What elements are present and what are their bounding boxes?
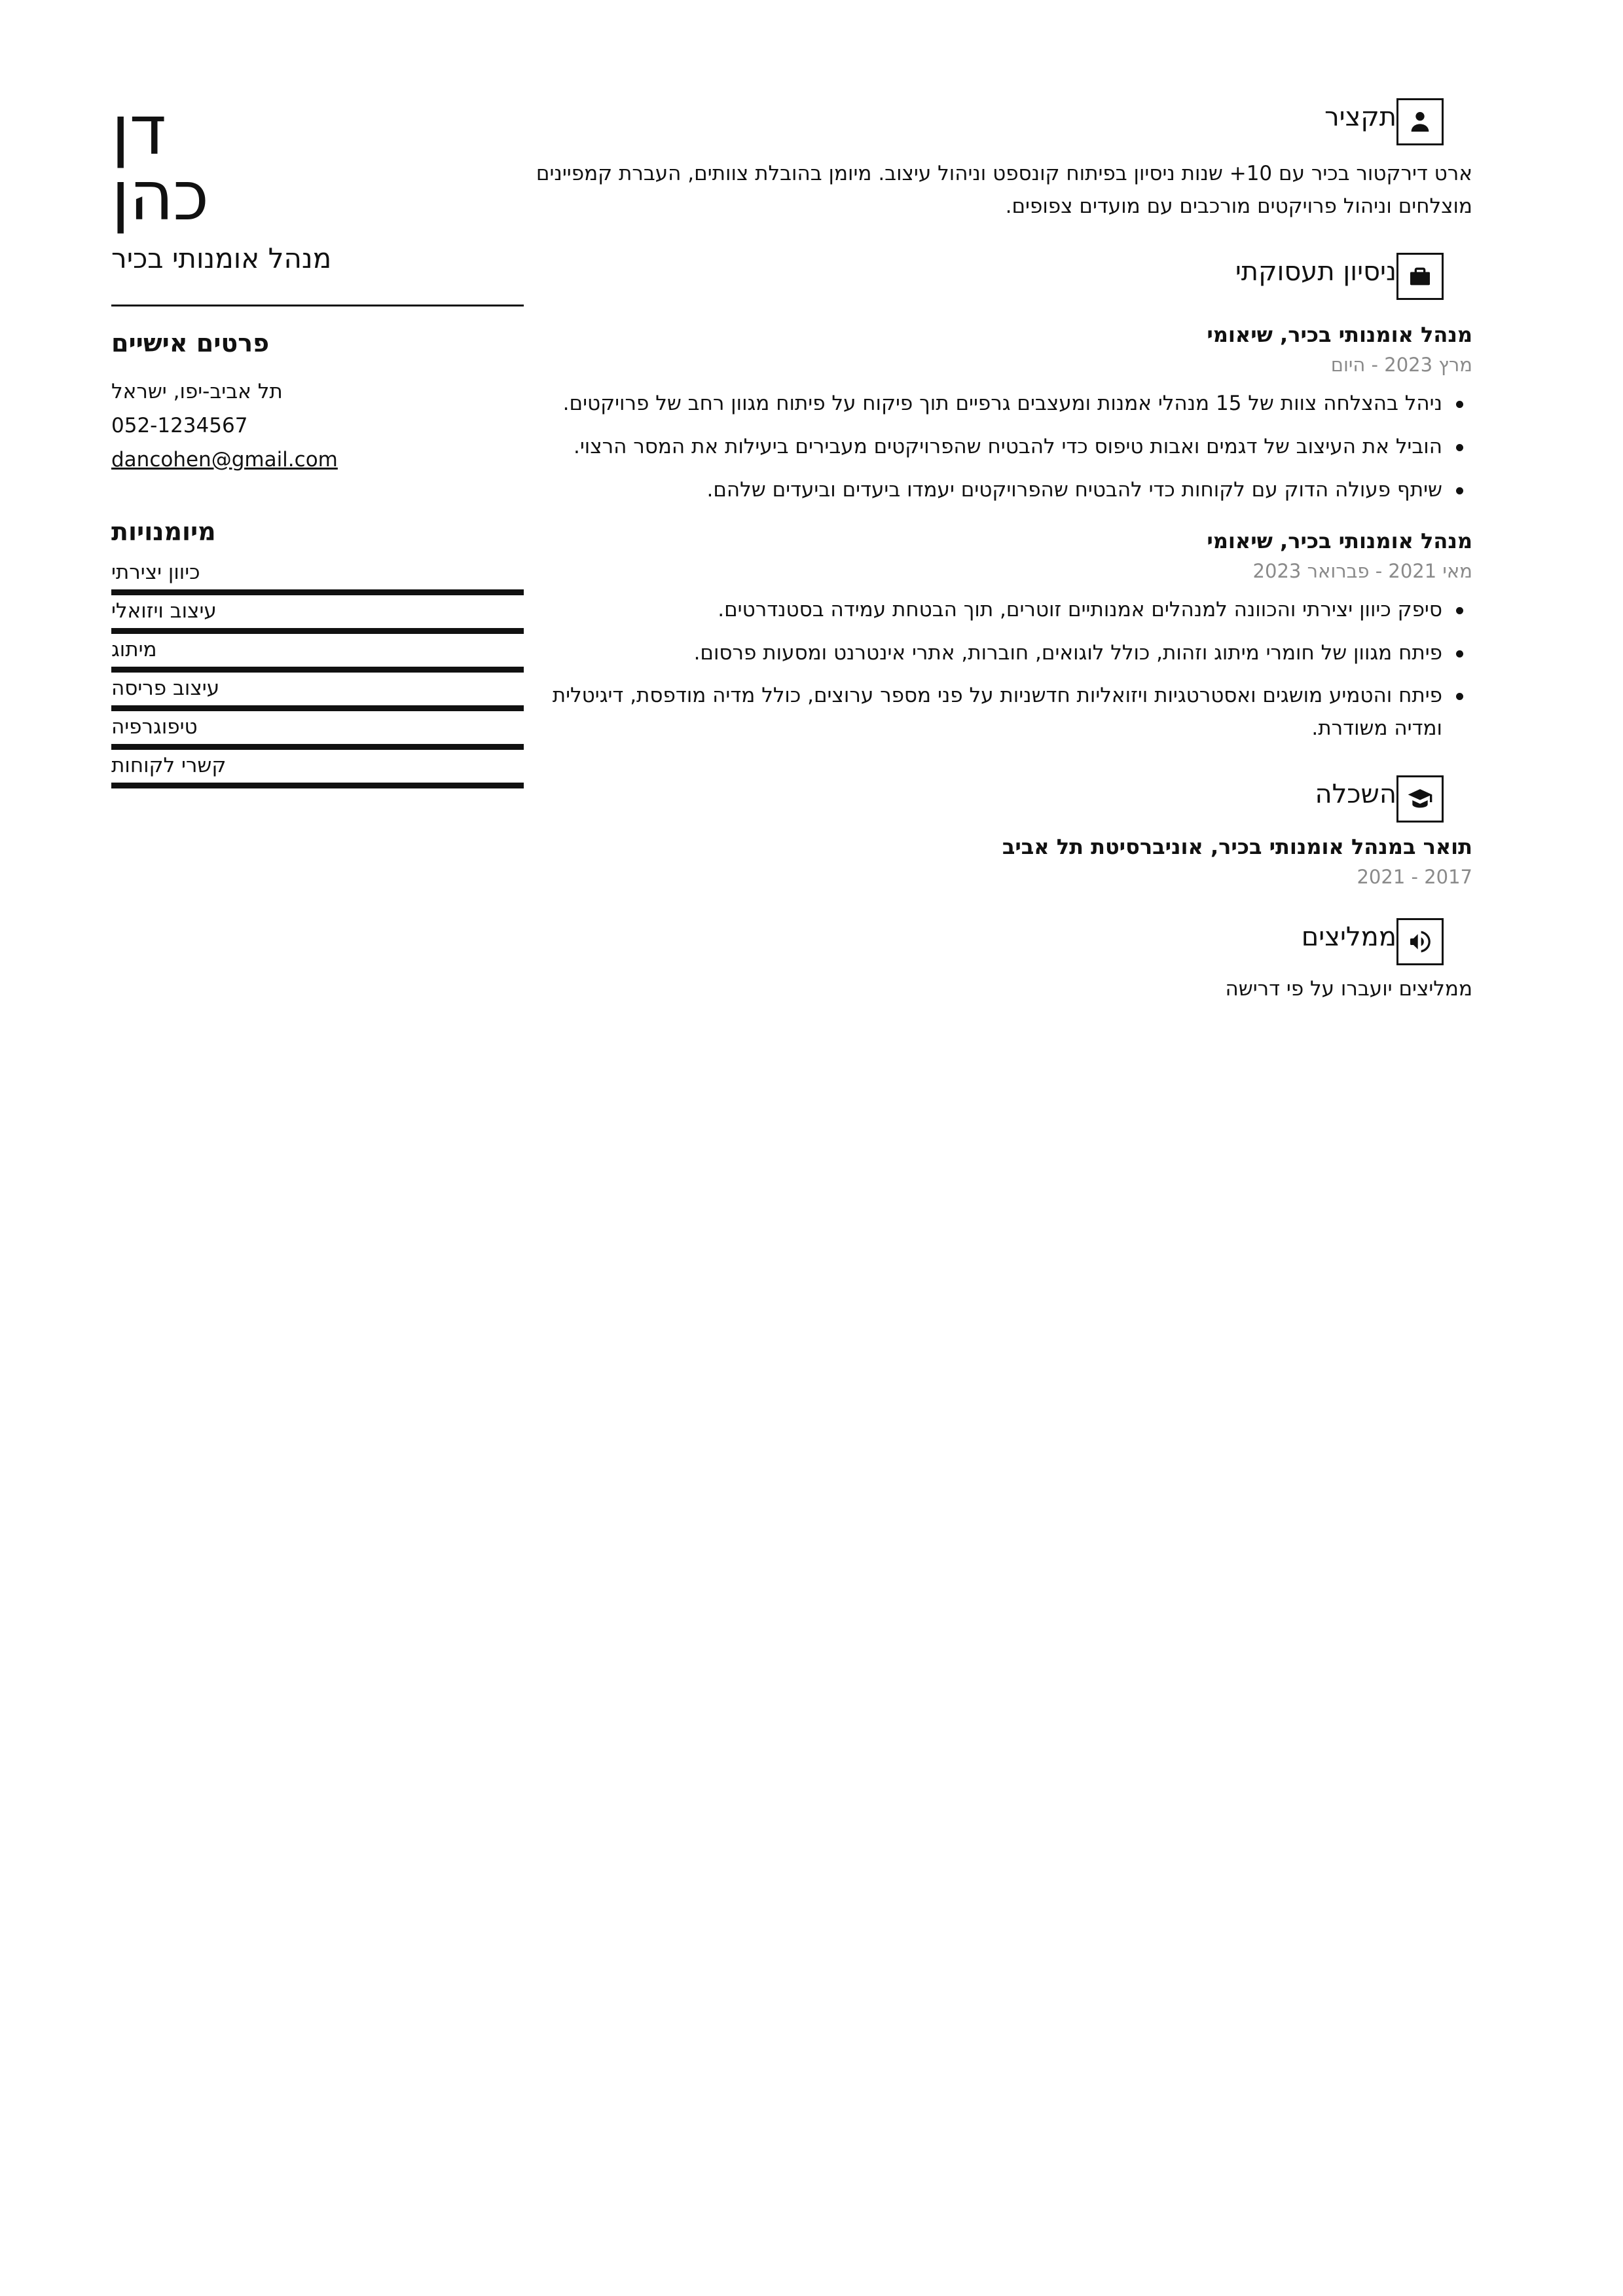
education-body bbox=[530, 834, 1472, 888]
education-entry bbox=[530, 834, 1472, 888]
job-bullets bbox=[530, 388, 1472, 506]
personal-details-heading: פרטים אישיים bbox=[111, 328, 270, 358]
contact-email[interactable]: dancohen@gmail.com bbox=[111, 447, 338, 472]
skill-bar bbox=[111, 744, 524, 750]
skill-item bbox=[111, 715, 524, 750]
last-name: כהן bbox=[111, 155, 209, 236]
skill-label: עיצוב פריסה bbox=[111, 676, 220, 700]
job-bullet: פיתח והטמיע מושגים ואסטרטגיות ויזואליות חדשניות על פני מספר ערוצים, כולל מדיה מודפסת, דיגיטלית ומדיה משודרת. bbox=[530, 680, 1472, 745]
skill-item bbox=[111, 754, 524, 788]
experience-header bbox=[530, 253, 1472, 300]
skill-item bbox=[111, 599, 524, 634]
summary-body bbox=[530, 157, 1472, 223]
education-section bbox=[530, 775, 1472, 888]
skill-item bbox=[111, 638, 524, 673]
contact-phone: 052-1234567 bbox=[111, 413, 248, 437]
briefcase-icon bbox=[1396, 253, 1444, 300]
contact-location: תל אביב-יפו, ישראל bbox=[111, 379, 283, 403]
summary-header bbox=[530, 98, 1472, 145]
experience-title: ניסיון תעסוקתי bbox=[1235, 257, 1396, 287]
skill-label: קשרי לקוחות bbox=[111, 753, 227, 777]
references-header bbox=[530, 918, 1472, 965]
summary-text: ארט דירקטור בכיר עם 10+ שנות ניסיון בפיתוח קונספט וניהול עיצוב. מיומן בהובלת צוותים, העברת קמפיינים מוצלחים וניהול פרויקטים מורכבים עם מועדים צפופים. bbox=[536, 162, 1472, 219]
education-header bbox=[530, 775, 1472, 823]
job-bullet: פיתח מגוון של חומרי מיתוג וזהות, כולל לוגואים, חוברות, אתרי אינטרנט ומסעות פרסום. bbox=[530, 637, 1472, 670]
education-title: השכלה bbox=[1315, 779, 1396, 809]
skills-heading: מיומנויות bbox=[111, 517, 216, 546]
skill-label: טיפוגרפיה bbox=[111, 714, 198, 739]
job-bullet: ניהל בהצלחה צוות של 15 מנהלי אמנות ומעצבים גרפיים תוך פיקוח על פיתוח מגוון רחב של פרויקטים. bbox=[530, 388, 1472, 420]
personal-details-section bbox=[111, 329, 524, 477]
summary-section bbox=[530, 98, 1472, 223]
job-title-line: מנהל אומנותי בכיר, שיאומי bbox=[1207, 528, 1472, 554]
megaphone-icon bbox=[1396, 918, 1444, 965]
graduation-cap-icon bbox=[1396, 775, 1444, 823]
job-entry bbox=[530, 322, 1472, 506]
skill-bar bbox=[111, 705, 524, 711]
skill-bar bbox=[111, 589, 524, 595]
person-icon bbox=[1396, 98, 1444, 145]
skill-item bbox=[111, 676, 524, 711]
references-title: ממליצים bbox=[1301, 921, 1396, 952]
skill-label: עיצוב ויזואלי bbox=[111, 599, 217, 623]
skill-bar bbox=[111, 783, 524, 788]
job-title: מנהל אומנותי בכיר bbox=[111, 242, 332, 274]
job-bullet: שיתף פעולה הדוק עם לקוחות כדי להבטיח שהפרויקטים יעמדו ביעדים וביעדים שלהם. bbox=[530, 474, 1472, 507]
job-dates: מאי 2021 - פברואר 2023 bbox=[1252, 560, 1472, 583]
main-content bbox=[530, 98, 1512, 2296]
name-block bbox=[111, 90, 524, 274]
skill-bar bbox=[111, 628, 524, 634]
sidebar-divider bbox=[111, 305, 524, 306]
job-bullet: סיפק כיוון יצירתי והכוונה למנהלים אמנותיים זוטרים, תוך הבטחת עמידה בסטנדרטים. bbox=[530, 594, 1472, 627]
summary-title: תקציר bbox=[1324, 102, 1396, 132]
education-dates: 2017 - 2021 bbox=[1357, 865, 1472, 888]
references-text: ממליצים יועברו על פי דרישה bbox=[1225, 976, 1472, 1001]
contact-email-wrapper bbox=[111, 443, 524, 477]
skill-bar bbox=[111, 667, 524, 673]
skills-section bbox=[111, 517, 524, 788]
job-entry bbox=[530, 528, 1472, 745]
job-bullet: הוביל את העיצוב של דגמים ואבות טיפוס כדי להבטיח שהפרויקטים מעבירים ביעילות את המסר הרצוי. bbox=[530, 431, 1472, 464]
skill-label: מיתוג bbox=[111, 637, 157, 661]
skill-item bbox=[111, 561, 524, 595]
job-title-line: מנהל אומנותי בכיר, שיאומי bbox=[1207, 322, 1472, 348]
references-body bbox=[530, 977, 1472, 1001]
education-degree: תואר במנהל אומנותי בכיר, אוניברסיטת תל אביב bbox=[1002, 834, 1472, 859]
first-name: דן bbox=[111, 90, 166, 170]
experience-section bbox=[530, 253, 1472, 745]
sidebar bbox=[111, 90, 530, 2296]
job-bullets bbox=[530, 594, 1472, 745]
experience-body bbox=[530, 322, 1472, 745]
job-dates: מרץ 2023 - היום bbox=[1330, 354, 1472, 377]
references-section bbox=[530, 918, 1472, 1001]
skill-label: כיוון יצירתי bbox=[111, 560, 200, 584]
